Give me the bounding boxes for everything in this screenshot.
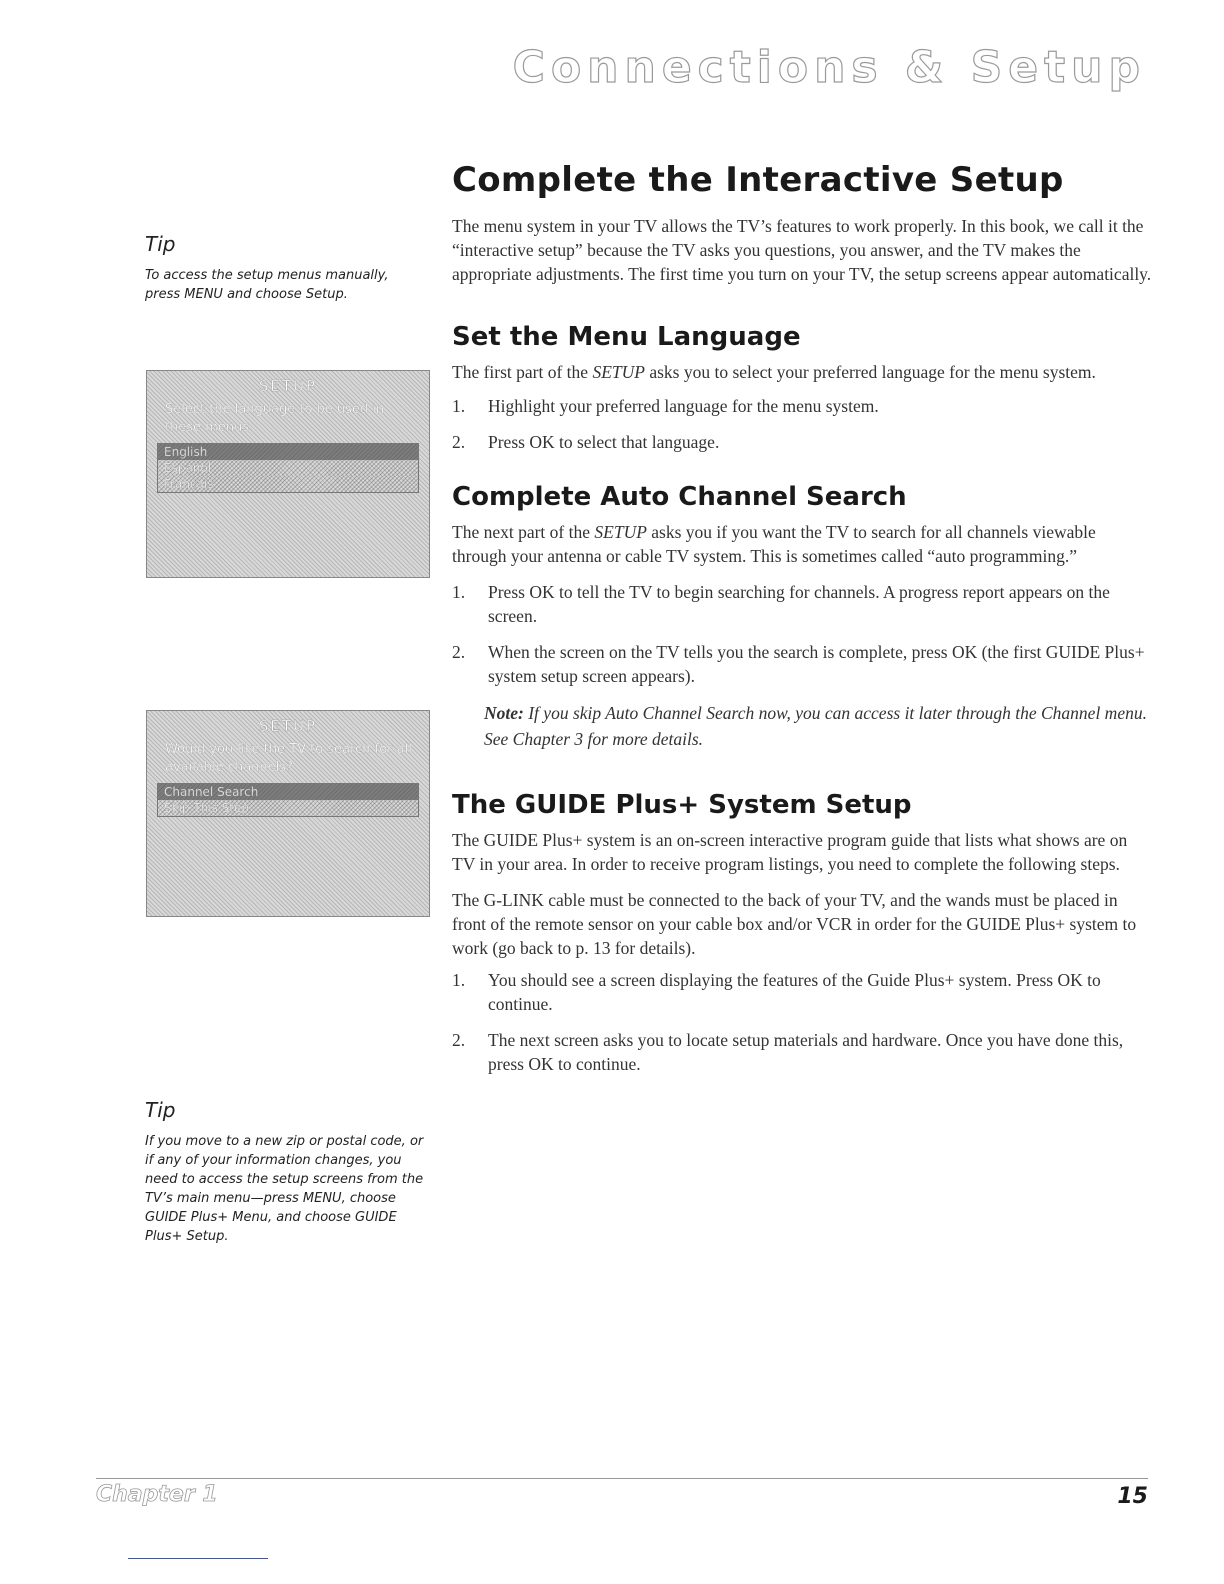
screen-prompt: Would you like the TV to search for all available channels? (165, 742, 412, 775)
screen-menu-list (157, 783, 419, 817)
screen-menu-item: Channel Search (158, 784, 418, 800)
main-content (452, 160, 1152, 1088)
section-paragraph: The GUIDE Plus+ system is an on-screen interactive program guide that lists what shows are on TV in your area. In order to receive program listings, you need to complete the following steps. (452, 830, 1128, 874)
step-list (452, 394, 1152, 454)
tip-title: Tip (145, 232, 176, 256)
tip-text: If you move to a new zip or postal code, or if any of your information changes, you need to access the setup screens from the TV’s main menu—press MENU, choose GUIDE Plus+ Menu, and choose GUIDE Plus+ Setup. (145, 1134, 424, 1244)
step-item: 2. Press OK to select that language. (452, 432, 720, 452)
tip-box (145, 232, 425, 304)
screen-title: SETUP (258, 377, 318, 395)
footer-divider (96, 1478, 1148, 1479)
step-item: 1. Press OK to tell the TV to begin searching for channels. A progress report appears on the screen. (452, 582, 1110, 626)
chapter-label: Chapter 1 (96, 1482, 218, 1507)
setup-screen-channel-search (146, 710, 430, 917)
section-auto-channel-search (452, 482, 1152, 752)
section-paragraph: The G-LINK cable must be connected to the back of your TV, and the wands must be placed in front of the remote sensor on your cable box and/or VCR in order for the GUIDE Plus+ system to work (go back to p. 13 for details). (452, 890, 1137, 958)
step-item: 1. Highlight your preferred language for the menu system. (452, 396, 879, 416)
intro-paragraph: The menu system in your TV allows the TV’s features to work properly. In this book, we call it the “interactive setup” because the TV asks you questions, you answer, and the TV makes the appropriate adjustments. The first time you turn on your TV, the setup screens appear automatically. (452, 216, 1152, 284)
section-guide-plus-setup (452, 790, 1152, 1076)
section-heading: Complete Auto Channel Search (452, 482, 907, 512)
section-intro: The first part of the SETUP asks you to select your preferred language for the menu system. (452, 362, 1096, 382)
setup-screen-language (146, 370, 430, 578)
section-menu-language (452, 322, 1152, 454)
page-number: 15 (1117, 1484, 1148, 1509)
section-intro: The next part of the SETUP asks you if you want the TV to search for all channels viewable through your antenna or cable TV system. This is sometimes called “auto programming.” (452, 522, 1096, 566)
screen-menu-item: Skip This Step (158, 800, 418, 816)
step-item: 2. When the screen on the TV tells you the search is complete, press OK (the first GUIDE Plus+ system setup screen appears). (452, 642, 1145, 686)
screen-menu-item: English (158, 444, 418, 460)
tip-box (145, 1098, 425, 1246)
tip-title: Tip (145, 1098, 176, 1122)
step-list (452, 968, 1152, 1076)
bottom-divider (128, 1558, 268, 1559)
step-list (452, 580, 1152, 688)
section-heading: The GUIDE Plus+ System Setup (452, 790, 912, 820)
page-title: Complete the Interactive Setup (452, 160, 1064, 200)
section-heading: Set the Menu Language (452, 322, 801, 352)
note-text: Note: If you skip Auto Channel Search now, you can access it later through the Channel menu. See Chapter 3 for more details. (484, 703, 1147, 749)
screen-menu-item: Français (158, 476, 418, 492)
section-header: Connections & Setup (512, 42, 1146, 93)
screen-menu-list (157, 443, 419, 493)
step-item: 2. The next screen asks you to locate setup materials and hardware. Once you have done this, press OK to continue. (452, 1030, 1124, 1074)
step-item: 1. You should see a screen displaying the features of the Guide Plus+ system. Press OK to continue. (452, 970, 1101, 1014)
tip-text: To access the setup menus manually, press MENU and choose Setup. (145, 268, 389, 302)
screen-menu-item: Español (158, 460, 418, 476)
screen-title: SETUP (258, 717, 318, 735)
screen-prompt: Select the language to be used in these menus (165, 402, 385, 435)
